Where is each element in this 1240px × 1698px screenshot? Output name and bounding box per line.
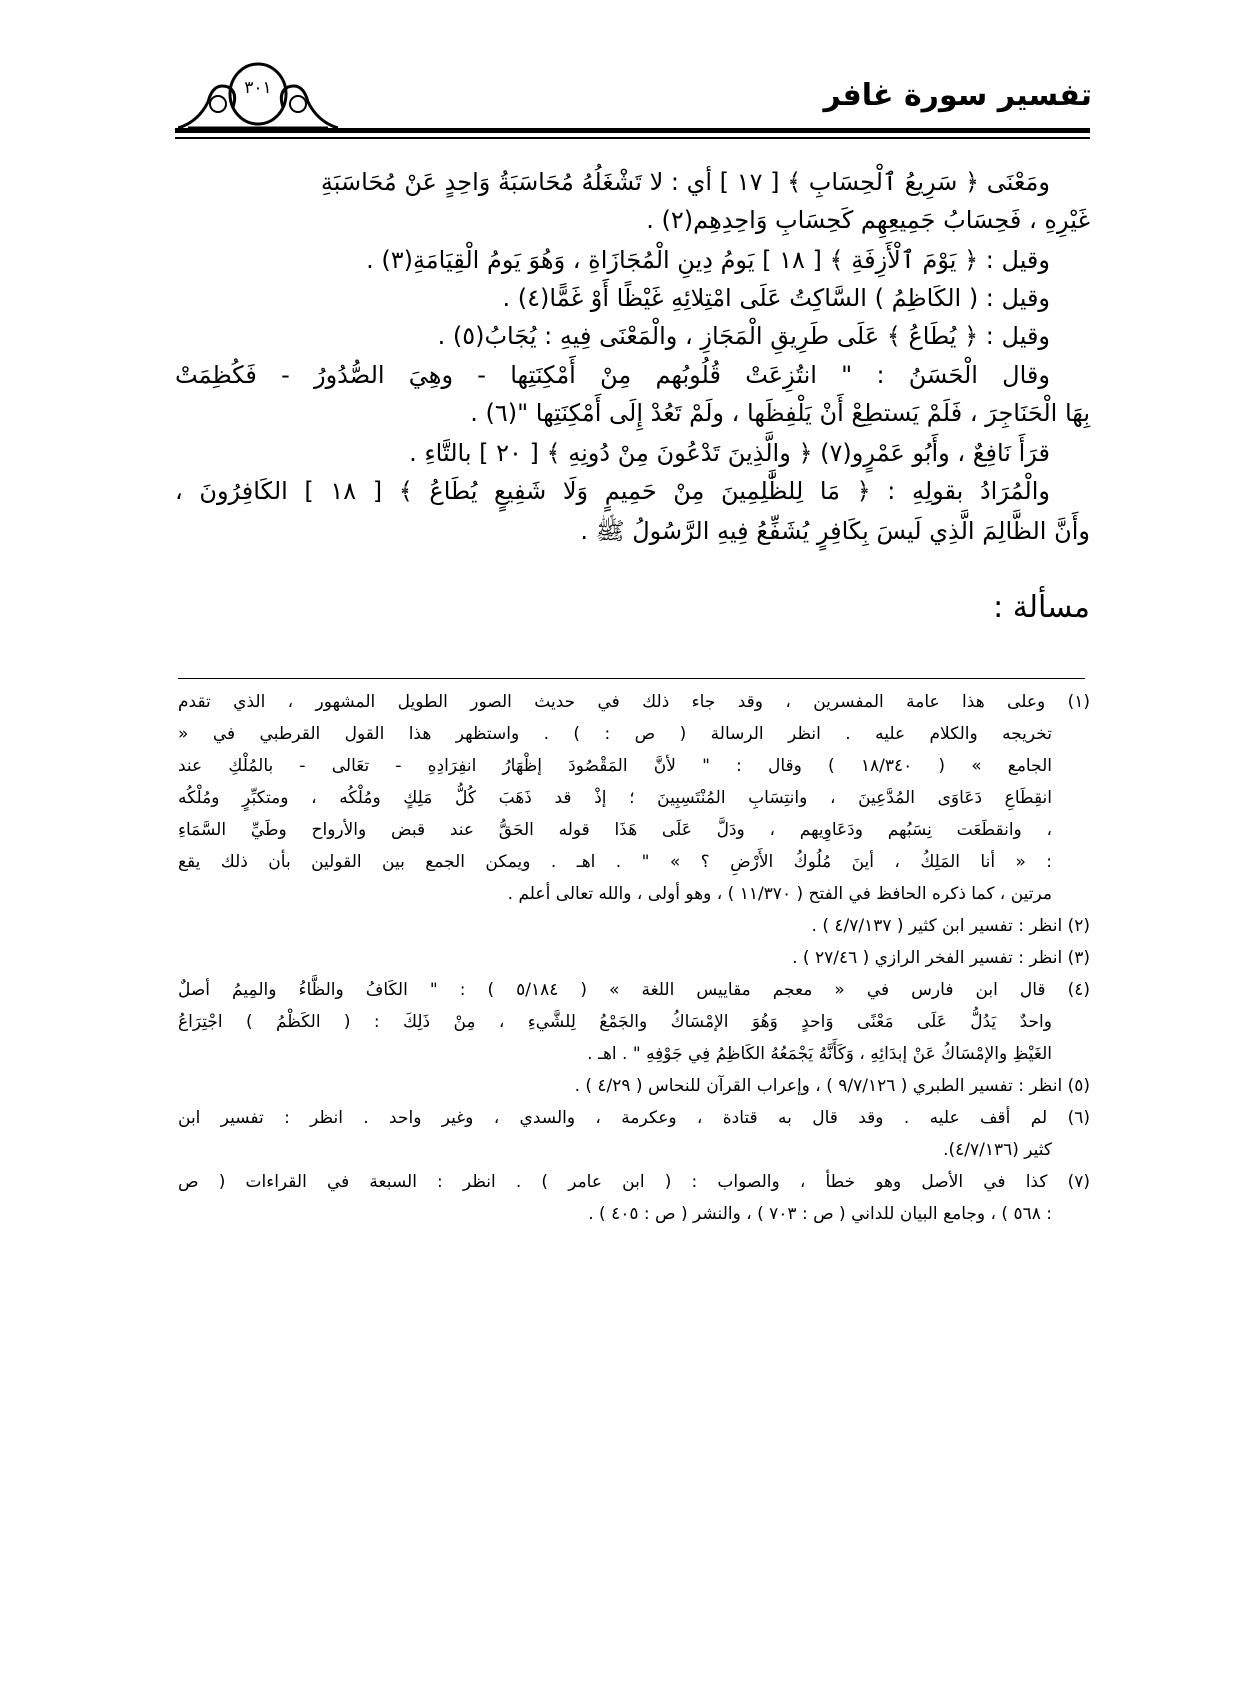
footnote-line: (٢) انظر : تفسير ابن كثير ( ٤/٧/١٣٧ ) . <box>811 916 1090 936</box>
header-rule <box>175 128 1090 133</box>
footnote-line: (٦) لم أقف عليه . وقد قال به قتادة ، وعكرمة ، والسدي ، وغير واحد . انظر : تفسير ابن <box>178 1108 1090 1128</box>
footnote-line: : « أنا المَلِكُ ، أينَ مُلُوكُ الأَرْضِ ؟ » " . اهـ . ويمكن الجمع بين القولين بأن ذلك يقع <box>178 852 1052 872</box>
footnote-line: مرتين ، كما ذكره الحافظ في الفتح ( ١١/٣٧٠ ) ، وهو أولى ، والله تعالى أعلم . <box>507 884 1052 904</box>
body-line: غَيْرِهِ ، فَحِسَابُ جَمِيعِهِم كَحِسَابِ وَاحِدِهِم(٢) . <box>646 206 1090 234</box>
running-header-title: تفسير سورة غافر <box>823 78 1092 113</box>
section-heading: مسألة : <box>993 590 1090 625</box>
body-line: وقيل : ﴿ يُطَاعُ ﴾ عَلَى طَرِيقِ الْمَجَازِ ، والْمَعْنَى فِيهِ : يُجَابُ(٥) . <box>437 322 1050 350</box>
footnote-line: (١) وعلى هذا عامة المفسرين ، وقد جاء ذلك في حديث الصور الطويل المشهور ، الذي تقدم <box>178 692 1090 712</box>
footnote-line: ، وانقطَعَت نِسَبُهم ودَعَاوِيهم ، ودَلَّ عَلَى هَذَا قوله الحَقُّ عند قبض والأرواح وطَيِّ السَّمَاءِ <box>178 820 1052 840</box>
body-line: وقال الْحَسَنُ : " انتُزِعَتْ قُلُوبُهم مِنْ أَمْكِنَتِها - وهِيَ الصُّدُورُ - فَكُظِمَتْ <box>175 361 1050 389</box>
body-line: بِهَا الْحَنَاجِرَ ، فَلَمْ يَستطِعْ أَنْ يَلْفِظَها ، ولَمْ تَعُدْ إِلَى أَمْكِنَتِها "(٦) . <box>470 399 1090 427</box>
footnote-line: (٣) انظر : تفسير الفخر الرازي ( ٢٧/٤٦ ) . <box>792 948 1090 968</box>
footnote-line: واحدٌ يَدُلُّ عَلَى مَعْنًى وَاحدٍ وَهُوَ الإمْسَاكُ والجَمْعُ لِلشَّيءِ ، مِنْ ذَلِكَ : ( الكَظْمُ ) اجْتِرَاعُ <box>178 1012 1052 1032</box>
body-line: ومَعْنَى ﴿ سَرِيعُ ٱلْحِسَابِ ﴾ [ ١٧ ] أي : لا تَشْغَلُهُ مُحَاسَبَةُ وَاحِدٍ عَنْ مُحَاسَبَةِ <box>320 168 1050 196</box>
footnote-line: تخريجه والكلام عليه . انظر الرسالة ( ص : ) . واستظهر هذا القول القرطبي في « <box>178 724 1052 744</box>
footnote-line: (٥) انظر : تفسير الطبري ( ٩/٧/١٢٦ ) ، وإعراب القرآن للنحاس ( ٤/٢٩ ) . <box>574 1076 1090 1096</box>
footnote-line: (٤) قال ابن فارس في « معجم مقاييس اللغة » ( ٥/١٨٤ ) : " الكَافُ والظَّاءُ والمِيمُ أصلٌ <box>178 980 1090 1000</box>
header-rule-thin <box>175 137 1090 139</box>
footnote-line: انقِطَاعِ دَعَاوَى المُدَّعِينَ ، وانتِسَابِ المُنْتَسِبِينَ ؛ إذْ قد ذَهَبَ كُلُّ مَلِكٍ ومُلْكُه ، ومتكبِّرٍ ومُلْكُه <box>178 788 1052 808</box>
footnote-line: (٧) كذا في الأصل وهو خطأ ، والصواب : ( ابن عامر ) . انظر : السبعة في القراءات ( ص <box>178 1172 1090 1192</box>
body-line: وأَنَّ الظَّالِمَ الَّذِي لَيسَ بِكَافِرٍ يُشَفِّعُ فِيهِ الرَّسُولُ ﷺ . <box>580 517 1090 545</box>
footnote-line: الجامع » ( ١٨/٣٤٠ ) وقال : " لأنَّ المَقْصُودَ إظْهَارُ انفِرَادِهِ - تعَالى - بالمُلْكِ عند <box>178 756 1052 776</box>
body-line: والْمُرَادُ بقولِهِ : ﴿ مَا لِلظَّٰلِمِينَ مِنْ حَمِيمٍ وَلَا شَفِيعٍ يُطَاعُ ﴾ [ ١٨ ] الكَافِرُونَ ، <box>175 477 1050 505</box>
footnote-line: الغَيْظِ والإمْسَاكُ عَنْ إبدَائِهِ ، وَكَأَنَّهُ يَجْمَعُهُ الكَاظِمُ فِي جَوْفِهِ " . اهـ . <box>587 1044 1052 1064</box>
body-line: وقيل : ﴿ يَوْمَ ٱلْأَزِفَةِ ﴾ [ ١٨ ] يَومُ دِينِ الْمُجَازَاةِ ، وَهُوَ يَومُ الْقِيَامَةِ(٣) . <box>366 246 1050 274</box>
footnote-line: كثير (٤/٧/١٣٦). <box>943 1140 1052 1160</box>
body-line: قرَأَ نَافِعٌ ، وأَبُو عَمْرٍو(٧) ﴿ والَّذِينَ تَدْعُونَ مِنْ دُونِهِ ﴾ [ ٢٠ ] بالتَّاءِ . <box>409 439 1050 467</box>
body-line: وقيل : ( الكَاظِمُ ) السَّاكِتُ عَلَى امْتِلائِهِ غَيْظًا أَوْ غَمًّا(٤) . <box>502 284 1050 312</box>
page-number: ٣٠١ <box>244 78 272 98</box>
footnote-separator <box>178 678 1085 679</box>
footnote-line: : ٥٦٨ ) ، وجامع البيان للداني ( ص : ٧٠٣ ) ، والنشر ( ص : ٤٠٥ ) . <box>588 1204 1052 1224</box>
